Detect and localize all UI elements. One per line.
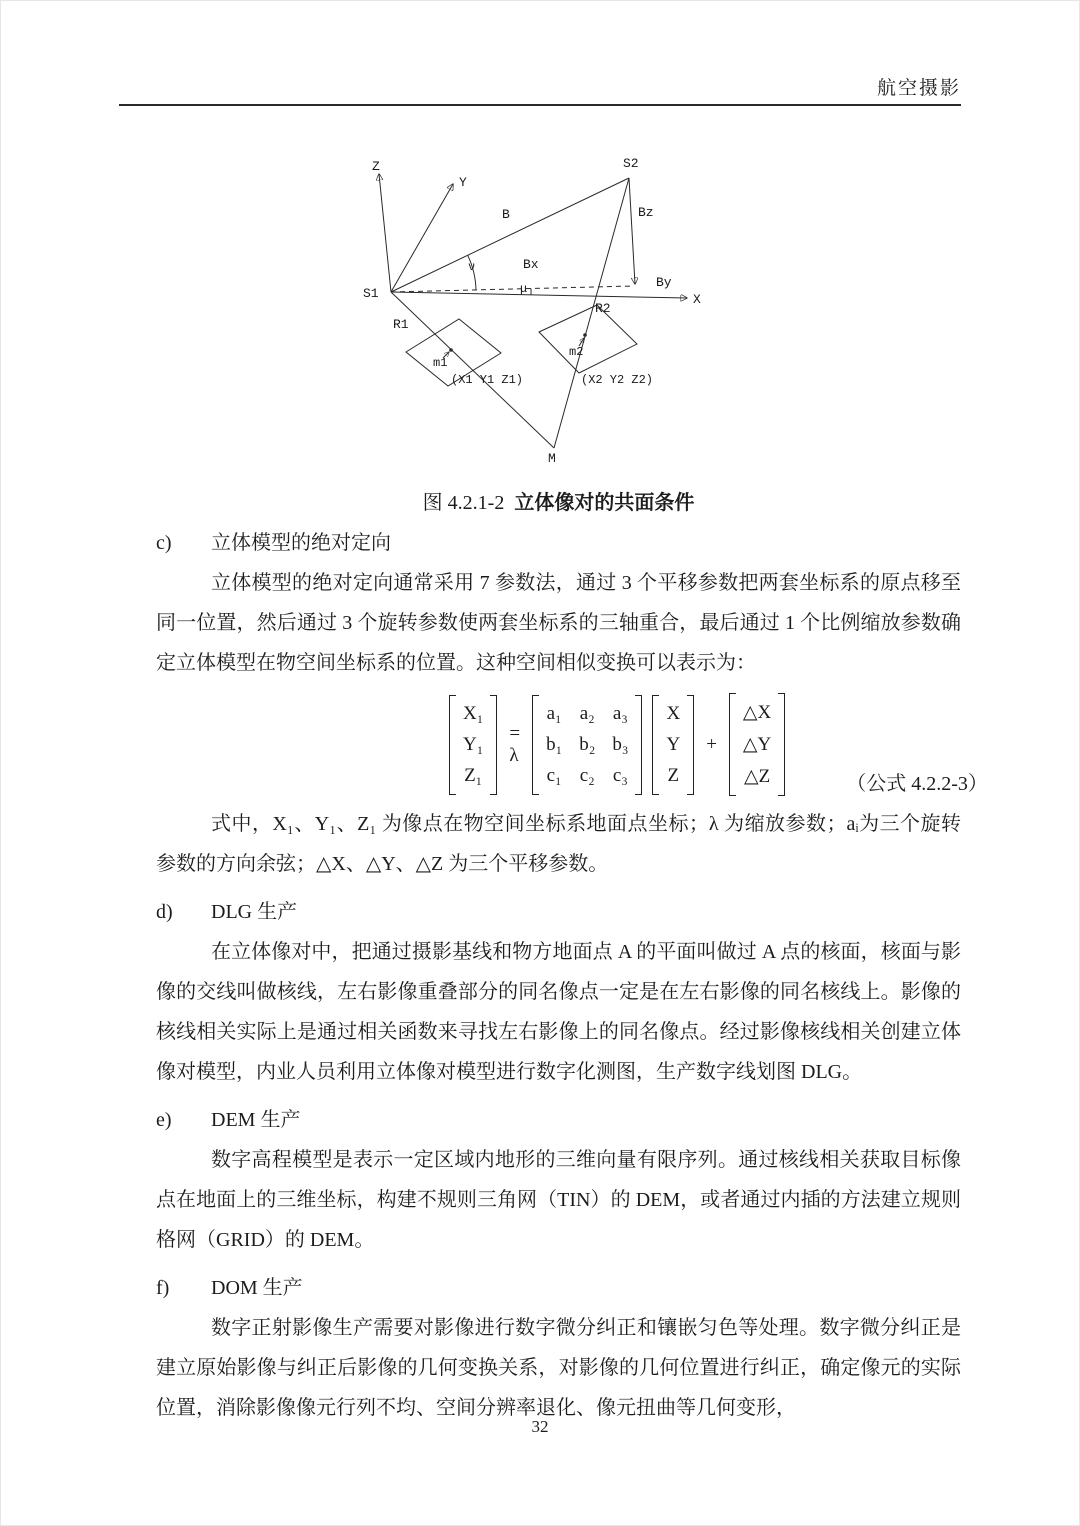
ray-s2-to-m (554, 178, 629, 448)
list-item-f (156, 1268, 961, 1308)
matrix-result-vector (449, 695, 497, 795)
s1-label: S1 (363, 286, 379, 301)
list-item-c (156, 523, 961, 563)
bx-dashed-line (391, 286, 633, 292)
equation-number: （公式 4.2.2-3） (846, 773, 988, 795)
m1-label: m1 (433, 356, 448, 370)
paragraph-absolute-orientation: 立体模型的绝对定向通常采用 7 参数法，通过 3 个平移参数把两套坐标系的原点移至同一位置，然后通过 3 个旋转参数使两套坐标系的三轴重合，最后通过 1 个比例缩放参数确定立体模型在物空间坐标系的位置。这种空间相似变换可以表示为： (156, 572, 961, 674)
matrix-cell: Y (666, 733, 681, 755)
paragraph-dlg: 在立体像对中，把通过摄影基线和物方地面点 A 的平面叫做过 A 点的核面，核面与影像的交线叫做核线，左右影像重叠部分的同名像点一定是在左右影像的同名核线上。影像的核线相关实际上是通过相关函数来寻找左右影像上的同名像点。经过影像核线相关创建立体像对模型，内业人员利用立体像对模型进行数字化测图，生产数字线划图 DLG。 (156, 941, 961, 1083)
formula-row (444, 693, 988, 796)
nu-angle-label: ν (468, 260, 476, 274)
b-label: B (502, 207, 510, 222)
z-axis-line (379, 174, 391, 292)
header-rule (119, 104, 961, 106)
list-item-e (156, 1100, 961, 1140)
page-header (119, 73, 961, 99)
s2-label: S2 (623, 156, 639, 171)
list-item-d (156, 892, 961, 932)
x-axis-label: X (693, 292, 701, 307)
mu-angle-label: μ (520, 282, 528, 296)
r1-label: R1 (393, 317, 409, 332)
item-c-title: 立体模型的绝对定向 (211, 532, 391, 554)
image-plane-right (539, 305, 637, 373)
matrix-translation (729, 693, 785, 796)
matrix-cell: Z (667, 764, 680, 786)
y-axis-line (391, 184, 453, 292)
image-point-m1 (449, 348, 453, 352)
rotation-grid (546, 703, 628, 787)
matrix-cell: a₁ (546, 702, 562, 724)
matrix-cell: X₁ (463, 702, 484, 724)
matrix-cell: △Y (742, 734, 772, 755)
s2-projection-line (629, 178, 635, 284)
header-title: 航空摄影 (876, 78, 961, 99)
plus-operator: + (706, 733, 717, 755)
bz-label: Bz (638, 205, 654, 220)
item-d-marker: d) (156, 901, 173, 923)
item-e-title: DEM 生产 (211, 1109, 301, 1131)
stereo-pair-coplanarity-diagram (341, 150, 741, 470)
figure-area (156, 150, 961, 472)
matrix-cell: b₂ (579, 733, 596, 755)
z-axis-label: Z (372, 159, 380, 174)
item-f-marker: f) (156, 1277, 170, 1299)
matrix-cell: △Z (743, 766, 771, 787)
matrix-cell: c₃ (612, 764, 628, 786)
figure-caption-title: 立体像对的共面条件 (514, 492, 695, 514)
r2-label: R2 (595, 301, 611, 316)
matrix-cell: X (666, 702, 681, 724)
matrix-cell: Y₁ (463, 733, 484, 755)
page-number: 32 (531, 1417, 549, 1436)
item-e-marker: e) (156, 1109, 172, 1131)
equals-lambda-operator: = λ (509, 722, 521, 766)
matrix-cell: Z₁ (464, 764, 483, 786)
matrix-cell: a₃ (612, 702, 628, 724)
x-axis-line (391, 292, 687, 298)
matrix-cell: △X (742, 702, 772, 723)
matrix-cell: b₁ (546, 733, 563, 755)
matrix-cell: c₁ (546, 764, 562, 786)
item-d-title: DLG 生产 (211, 901, 298, 923)
formula-block (156, 693, 988, 796)
paragraph-dem: 数字高程模型是表示一定区域内地形的三维向量有限序列。通过核线相关获取目标像点在地面上的三维坐标，构建不规则三角网（TIN）的 DEM，或者通过内插的方法建立规则格网（GRID）的 DEM。 (156, 1149, 961, 1251)
bx-label: Bx (523, 257, 539, 272)
image-point-m2 (583, 333, 587, 337)
item-f-title: DOM 生产 (211, 1277, 303, 1299)
figure-caption-number: 图 4.2.1-2 (422, 492, 505, 514)
y-axis-label: Y (459, 175, 467, 190)
matrix-cell: c₂ (579, 764, 595, 786)
matrix-object-vector (652, 695, 694, 795)
paragraph-formula-note: 式中，X₁、Y₁、Z₁ 为像点在物空间坐标系地面点坐标；λ 为缩放参数；aᵢ为三个旋转参数的方向余弦；△X、△Y、△Z 为三个平移参数。 (156, 813, 961, 875)
m2-label: m2 (569, 345, 584, 359)
page-content (156, 150, 988, 1428)
item-c-marker: c) (156, 532, 172, 554)
matrix-cell: a₂ (579, 702, 595, 724)
coords-right-label: (X2 Y2 Z2) (581, 373, 654, 387)
baseline-b-line (391, 178, 629, 292)
paragraph-dom: 数字正射影像生产需要对影像进行数字微分纠正和镶嵌匀色等处理。数字微分纠正是建立原始影像与纠正后影像的几何变换关系，对影像的几何位置进行纠正，确定像元的实际位置，消除影像像元行列不均、空间分辨率退化、像元扭曲等几何变形， (156, 1317, 961, 1419)
ray-s1-to-m (391, 292, 554, 448)
figure-caption (156, 486, 961, 515)
matrix-rotation (532, 695, 642, 795)
by-label: By (656, 275, 672, 290)
page-body (119, 1, 988, 1428)
coords-left-label: (X1 Y1 Z1) (451, 373, 524, 387)
m-ground-point-label: M (548, 451, 556, 466)
matrix-cell: b₃ (612, 733, 629, 755)
